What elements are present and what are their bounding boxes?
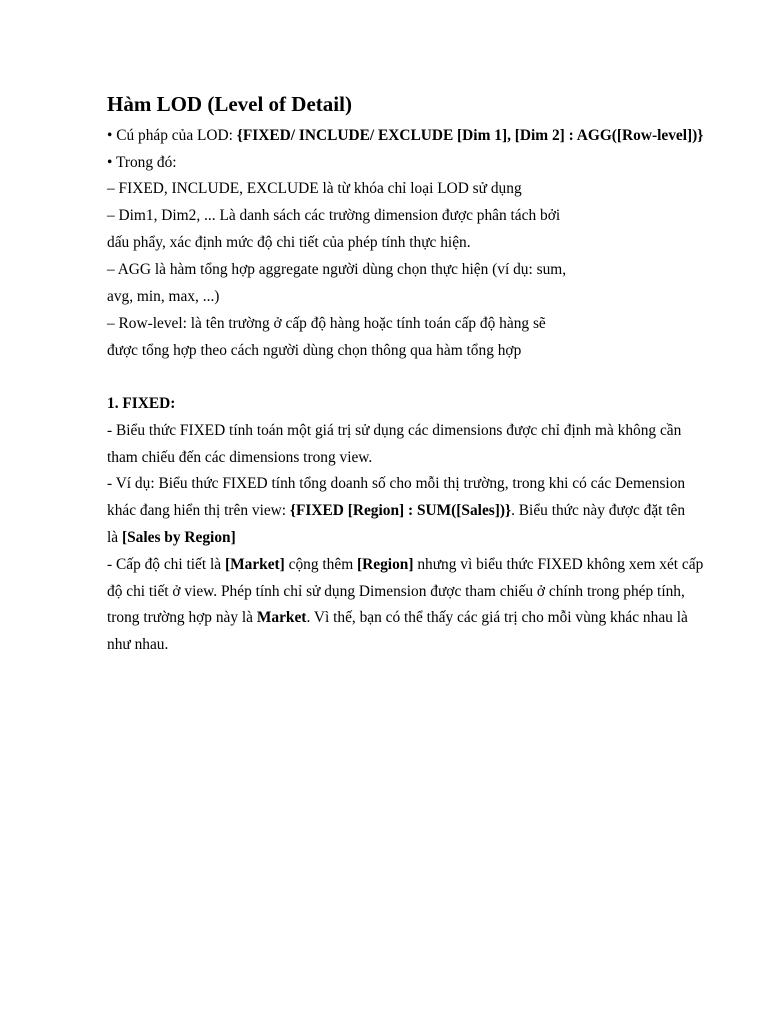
- fixed-example-line-1: - Ví dụ: Biểu thức FIXED tính tổng doanh số cho mỗi thị trường, trong khi có các Demension: [107, 475, 686, 492]
- where-label: • Trong đó:: [107, 154, 177, 171]
- example-name: [Sales by Region]: [121, 529, 236, 546]
- detail-post-text: nhưng vì biểu thức FIXED không xem xét cấp: [413, 556, 704, 573]
- fixed-detail-line-3: [107, 608, 688, 628]
- fixed-desc-line-1: - Biểu thức FIXED tính toán một giá trị sử dụng các dimensions được chỉ định mà không cần: [107, 422, 682, 439]
- fixed-example-line-3: [107, 528, 236, 548]
- detail-region-dim: [Region]: [357, 556, 414, 573]
- item-dims-line-2: dấu phẩy, xác định mức độ chi tiết của phép tính thực hiện.: [107, 234, 471, 251]
- document-title: Hàm LOD (Level of Detail): [107, 92, 352, 116]
- example-formula: {FIXED [Region] : SUM([Sales])}: [289, 502, 512, 519]
- item-row-line-2: được tổng hợp theo cách người dùng chọn thông qua hàm tổng hợp: [107, 342, 522, 359]
- item-row-line-1: – Row-level: là tên trường ở cấp độ hàng hoặc tính toán cấp độ hàng sẽ: [107, 315, 546, 332]
- detail-3-market: Market: [256, 609, 307, 626]
- fixed-detail-line-2: độ chi tiết ở view. Phép tính chỉ sử dụng Dimension được tham chiếu ở chính trong phép tính,: [107, 583, 685, 600]
- fixed-detail-line-4: như nhau.: [107, 636, 169, 653]
- detail-market-dim: [Market]: [224, 556, 285, 573]
- detail-pre-text: - Cấp độ chi tiết là: [107, 556, 225, 573]
- syntax-label: • Cú pháp của LOD:: [107, 127, 237, 144]
- example-post-text: . Biểu thức này được đặt tên: [511, 502, 686, 519]
- fixed-example-line-2: [107, 501, 685, 521]
- detail-3-post-text: . Vì thế, bạn có thể thấy các giá trị cho mỗi vùng khác nhau là: [306, 609, 688, 626]
- syntax-line: [107, 126, 703, 146]
- detail-3-pre-text: trong trường hợp này là: [107, 609, 257, 626]
- syntax-formula: {FIXED/ INCLUDE/ EXCLUDE [Dim 1], [Dim 2] : AGG([Row-level])}: [236, 127, 704, 144]
- fixed-detail-line-1: [107, 555, 703, 575]
- item-keywords: – FIXED, INCLUDE, EXCLUDE là từ khóa chỉ loại LOD sử dụng: [107, 180, 522, 197]
- fixed-heading: 1. FIXED:: [107, 395, 176, 412]
- item-agg-line-1: – AGG là hàm tổng hợp aggregate người dùng chọn thực hiện (ví dụ: sum,: [107, 261, 567, 278]
- example-pre-text: khác đang hiển thị trên view:: [107, 502, 290, 519]
- fixed-desc-line-2: tham chiếu đến các dimensions trong view.: [107, 449, 373, 466]
- item-dims-line-1: – Dim1, Dim2, ... Là danh sách các trường dimension được phân tách bởi: [107, 207, 561, 224]
- example-name-pre: là: [107, 529, 122, 546]
- item-agg-line-2: avg, min, max, ...): [107, 288, 220, 305]
- detail-mid-text: cộng thêm: [284, 556, 358, 573]
